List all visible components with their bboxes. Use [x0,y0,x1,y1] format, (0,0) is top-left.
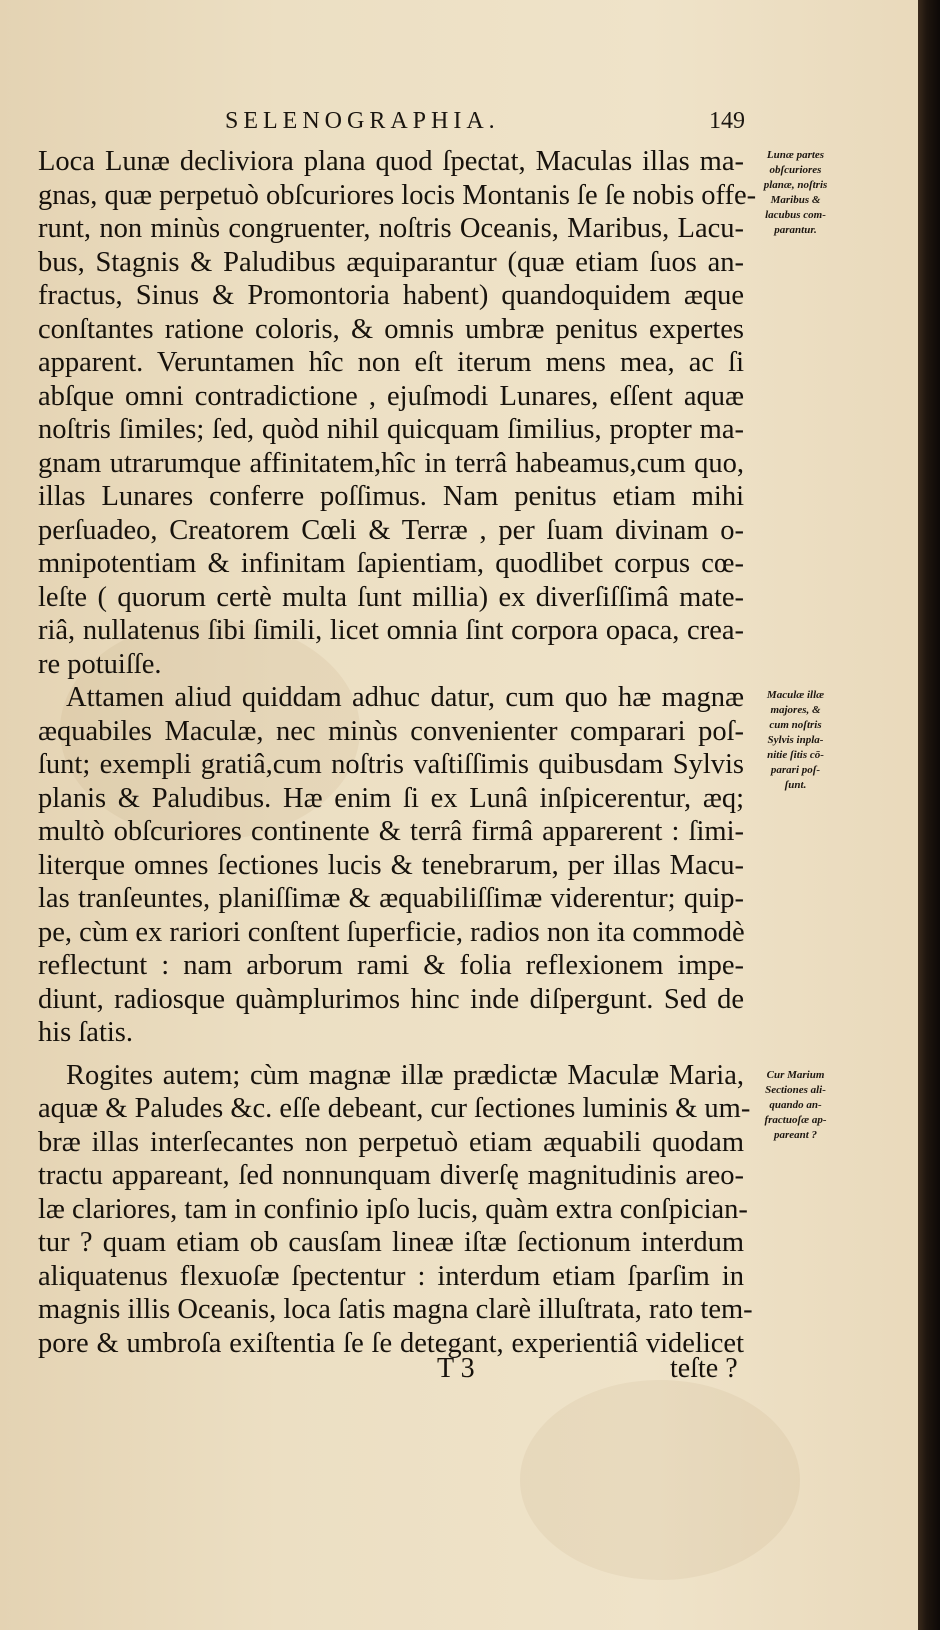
text-line: bus, Stagnis & Paludibus æquiparantur (quæ etiam ſuos an- [38,246,744,278]
signature-mark: T 3 [437,1353,475,1384]
text-line: apparent. Veruntamen hîc non eſt iterum mens mea, ac ſi [38,347,744,378]
text-line: mnipotentiam & infinitam ſapientiam, quodlibet corpus cœ- [38,548,744,579]
text-line: his ſatis. [38,1017,134,1048]
text-line: pore & umbroſa exiſtentia ſe ſe detegant, experientiâ videlicet [38,1327,744,1359]
marginal-note [748,688,843,793]
text-line: las tranſeuntes, planiſſimæ & æquabiliſſimæ viderentur; quip- [38,883,744,914]
text-line: æquabiles Maculæ, nec minùs convenienter comparari poſ- [38,715,744,747]
marginal-note-line: Sectiones ali- [765,1084,826,1096]
marginal-note-line: nitie ſitis cō- [767,749,824,761]
text-line: reflectunt : nam arborum rami & folia reflexionem impe- [38,950,744,981]
marginal-note-line: parari poſ- [770,764,821,776]
text-line: læ clariores, tam in confinio ipſo lucis, quàm extra conſpician- [38,1193,748,1225]
text-line: magnis illis Oceanis, loca ſatis magna clarè illuſtrata, rato tem- [38,1294,753,1325]
text-line: illas Lunares conferre poſſimus. Nam penitus etiam mihi [38,481,744,512]
text-line: Rogites autem; cùm magnæ illæ prædictæ Maculæ Maria, [66,1059,744,1091]
text-line: bræ illas interſecantes non perpetuò etiam æquabili quodam [38,1126,744,1158]
running-title: SELENOGRAPHIA. [225,108,500,134]
page-number: 149 [709,108,745,134]
text-line: fractus, Sinus & Promontoria habent) quandoquidem æque [38,280,744,311]
paper-stain [520,1380,800,1580]
marginal-note-line: quando an- [769,1099,822,1111]
page-header [225,108,745,140]
marginal-note-line: cum noſtris [769,719,822,731]
marginal-note [748,148,843,238]
paragraph [38,681,744,1050]
main-text-column [38,145,757,1360]
text-line: multò obſcuriores continente & terrâ firmâ apparerent : ſimi- [38,816,744,847]
catchword: teſte ? [670,1353,738,1384]
text-line: literque omnes ſectiones lucis & tenebrarum, per illas Macu- [38,849,744,881]
text-line: Loca Lunæ decliviora plana quod ſpectat, Maculas illas ma- [38,146,744,177]
text-line: pe, cùm ex rariori conſtent ſuperficie, radios non ita commodè [38,916,745,948]
text-line: planis & Paludibus. Hæ enim ſi ex Lunâ inſpicerentur, æq; [38,782,744,814]
text-line: tur ? quam etiam ob causſam lineæ iſtæ ſectionum interdum [38,1227,744,1258]
text-line: Attamen aliud quiddam adhuc datur, cum quo hæ magnæ [66,682,744,713]
marginal-note-line: majores, & [770,704,821,716]
marginal-note-line: Maculæ illæ [766,689,825,701]
paragraph [38,145,757,681]
text-line: noſtris ſimiles; ſed, quòd nihil quicquam ſimilius, propter ma- [38,414,744,445]
text-line: ſunt; exempli gratiâ,cum noſtris vaſtiſſimis quibusdam Sylvis [38,749,744,780]
marginal-note-line: Lunæ partes [766,149,825,161]
text-line: leſte ( quorum certè multa ſunt millia) ex diverſiſſimâ mate- [38,581,744,613]
marginal-note-line: pareant ? [773,1129,818,1141]
marginal-note-line: fractuoſæ ap- [764,1114,827,1126]
text-line: perſuadeo, Creatorem Cœli & Terræ , per ſuam divinam o- [38,514,744,546]
marginal-note-line: lacubus com- [765,209,826,221]
text-line: conſtantes ratione coloris, & omnis umbræ penitus expertes [38,313,744,345]
text-line: runt, non minùs congruenter, noſtris Oceanis, Maribus, Lacu- [38,213,744,244]
text-line: gnas, quæ perpetuò obſcuriores locis Montanis ſe ſe nobis offe- [38,179,757,211]
text-line: gnam utrarumque affinitatem,hîc in terrâ habeamus,cum quo, [38,447,744,479]
marginal-note-line: planæ, noſtris [763,179,828,191]
text-line: aquæ & Paludes &c. eſſe debeant, cur ſectiones luminis & um- [38,1093,751,1124]
book-gutter-edge [918,0,940,1630]
marginal-note-line: Maribus & [770,194,821,206]
marginal-note-line: parantur. [774,224,817,236]
text-line: re potuiſſe. [38,648,162,680]
text-line: aliquatenus flexuoſæ ſpectentur : interdum etiam ſparſim in [38,1260,744,1292]
paragraph [38,1059,753,1361]
marginal-note-line: Cur Marium [766,1069,825,1081]
marginal-note [748,1068,843,1143]
paragraph-gap [38,1050,744,1059]
text-line: riâ, nullatenus ſibi ſimili, licet omnia ſint corpora opaca, crea- [38,615,744,646]
marginal-note-line: ſunt. [784,779,807,791]
text-line: diunt, radiosque quàmplurimos hinc inde diſpergunt. Sed de [38,983,744,1015]
text-line: tractu appareant, ſed nonnunquam diverſę magnitudinis areo- [38,1160,744,1191]
text-line: abſque omni contradictione , ejuſmodi Lunares, eſſent aquæ [38,380,744,412]
marginal-note-line: obſcuriores [769,164,822,176]
marginal-note-line: Sylvis inpla- [767,734,824,746]
